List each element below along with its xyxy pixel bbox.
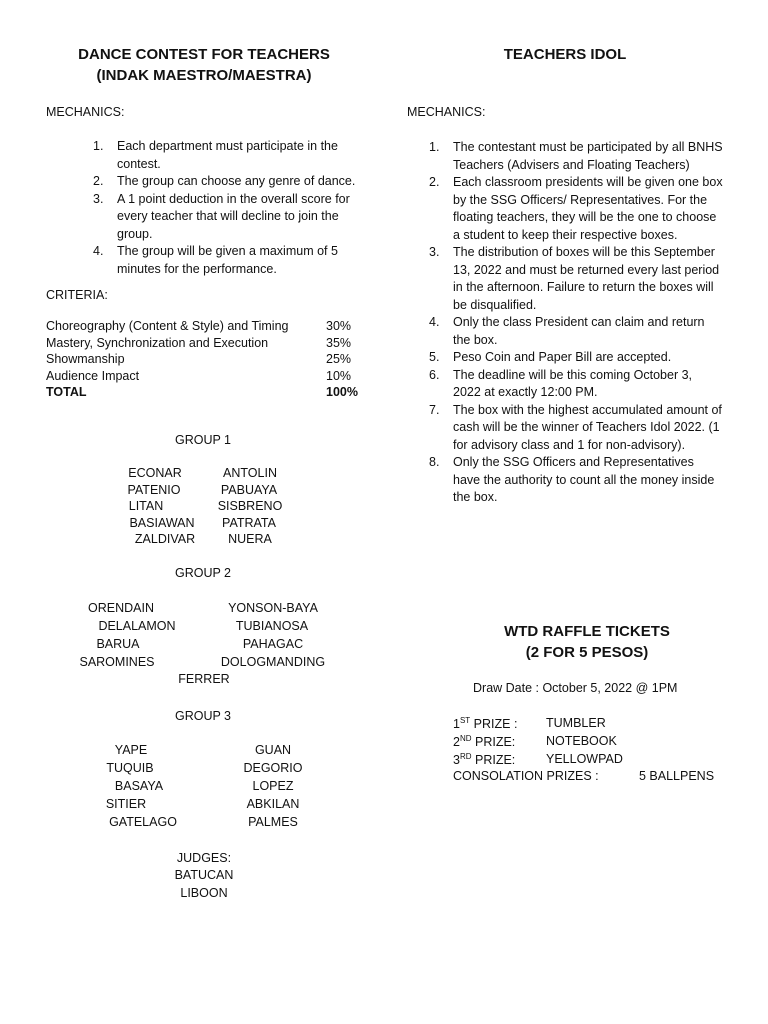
judge-name: LIBOON <box>180 886 228 900</box>
item-number: 1. <box>93 139 104 153</box>
judges-label: JUDGES: <box>176 851 232 865</box>
group-member: PABUAYA <box>220 482 278 497</box>
group-member: ANTOLIN <box>223 466 277 480</box>
group-member: DOLOGMANDING <box>220 655 326 669</box>
item-text: The deadline will be this coming October 3, 2022 at exactly 12:00 PM. <box>453 367 693 399</box>
item-number: 3. <box>93 191 104 206</box>
group-member: LITAN <box>128 499 164 513</box>
prize-number: 1 <box>453 717 460 731</box>
prize-label <box>453 752 515 767</box>
group-member: SISBRENO <box>217 499 283 513</box>
item-text: Each department must participate in the contest. <box>117 139 338 171</box>
criteria-label: CRITERIA: <box>46 288 108 302</box>
right-mechanics-list <box>429 139 723 507</box>
item-number: 2. <box>429 175 440 189</box>
group3-label: GROUP 3 <box>174 709 232 723</box>
draw-date: Draw Date : October 5, 2022 @ 1PM <box>473 681 678 695</box>
mechanics-item <box>93 173 363 191</box>
prize-label-text: PRIZE : <box>470 717 518 731</box>
item-number: 8. <box>429 455 440 469</box>
mechanics-item <box>429 367 723 402</box>
group-member: TUQUIB <box>106 761 154 775</box>
criteria-row <box>46 352 366 369</box>
item-text: A 1 point deduction in the overall score for every teacher that will decline to join the group. <box>117 191 350 241</box>
group-member: PATRATA <box>222 515 276 530</box>
group-member: ORENDAIN <box>88 601 154 615</box>
prize-row <box>453 734 753 752</box>
criteria-row <box>46 369 366 386</box>
group-member: PAHAGAC <box>242 637 304 651</box>
item-text: The group will be given a maximum of 5 minutes for the performance. <box>117 244 338 276</box>
mechanics-item <box>429 244 723 314</box>
prize-label <box>453 734 515 749</box>
criteria-name: Choreography (Content & Style) and Timing <box>46 319 289 333</box>
prize-ordinal: RD <box>459 752 472 761</box>
criteria-percent: 35% <box>326 336 352 350</box>
prize-row <box>453 752 753 770</box>
prize-label-text: PRIZE: <box>471 753 516 767</box>
item-text: Only the class President can claim and return the box. <box>453 315 705 347</box>
group-member: SITIER <box>105 797 147 811</box>
mechanics-item <box>93 138 363 173</box>
prize-number: 2 <box>453 735 460 749</box>
prize-value: YELLOWPAD <box>546 752 623 766</box>
mechanics-item <box>429 454 723 507</box>
dance-contest-title <box>46 44 362 86</box>
item-number: 7. <box>429 402 440 417</box>
group-member: BARUA <box>96 637 140 651</box>
group-member: DEGORIO <box>243 761 303 775</box>
item-text: The box with the highest accumulated amount of cash will be the winner of Teachers Idol 2022. (1 for advisory class and 1 for non-advisory). <box>453 402 722 452</box>
mechanics-item <box>429 349 723 367</box>
consolation-label: CONSOLATION PRIZES : <box>453 769 599 783</box>
criteria-row <box>46 385 366 402</box>
criteria-percent: 25% <box>326 352 352 366</box>
left-mechanics-label: MECHANICS: <box>46 105 125 119</box>
group-member: LOPEZ <box>252 779 294 793</box>
item-number: 3. <box>429 245 440 259</box>
prize-value: TUMBLER <box>546 716 606 730</box>
criteria-row <box>46 336 366 353</box>
criteria-name: Mastery, Synchronization and Execution <box>46 336 269 350</box>
item-text: The group can choose any genre of dance. <box>117 174 356 188</box>
teachers-idol-title: TEACHERS IDOL <box>503 46 627 63</box>
prize-label-text: PRIZE: <box>471 735 516 749</box>
item-number: 4. <box>429 315 440 329</box>
criteria-percent: 30% <box>326 319 352 333</box>
item-text: The distribution of boxes will be this September 13, 2022 and must be returned every last period in the afternoon. Failure to return the boxes will be disqualified. <box>453 245 720 312</box>
group2-label: GROUP 2 <box>174 566 232 580</box>
group-member: YAPE <box>114 743 148 757</box>
prize-label <box>453 716 517 731</box>
item-number: 1. <box>429 140 440 154</box>
group-member: ECONAR <box>128 466 182 480</box>
prize-row <box>453 716 753 734</box>
item-number: 6. <box>429 367 440 382</box>
item-number: 5. <box>429 350 440 364</box>
group-member: DELALAMON <box>98 619 176 633</box>
criteria-percent: 100% <box>326 385 358 399</box>
criteria-name: TOTAL <box>46 385 87 399</box>
group-member: ZALDIVAR <box>134 532 196 546</box>
group-member: ABKILAN <box>246 797 300 811</box>
group-member: GATELAGO <box>109 815 177 829</box>
mechanics-item <box>429 314 723 349</box>
judge-name: BATUCAN <box>174 868 234 882</box>
item-text: Only the SSG Officers and Representatives have the authority to count all the money inside the box. <box>453 455 715 504</box>
criteria-percent: 10% <box>326 369 352 383</box>
item-text: Each classroom presidents will be given one box by the SSG Officers/ Representatives. For the floating teachers, they will be the one to choose a student to keep their respective boxes. <box>453 175 723 242</box>
prize-number: 3 <box>453 753 460 767</box>
left-mechanics-list <box>93 138 363 278</box>
group-member: FERRER <box>178 672 230 686</box>
group-member: YONSON-BAYA <box>228 601 318 615</box>
mechanics-item <box>429 174 723 244</box>
group-member: PATENIO <box>127 482 181 497</box>
criteria-name: Audience Impact <box>46 369 140 383</box>
group-member: GUAN <box>254 743 292 757</box>
mechanics-item <box>93 243 363 278</box>
prize-ordinal: ST <box>459 716 471 725</box>
group-member: SAROMINES <box>79 655 155 669</box>
group-member: NUERA <box>228 532 272 546</box>
group-member: TUBIANOSA <box>235 619 309 633</box>
prize-ordinal: ND <box>459 734 472 743</box>
group1-label: GROUP 1 <box>174 433 232 447</box>
group-member: BASAYA <box>114 779 164 793</box>
dance-contest-title-line2: (INDAK MAESTRO/MAESTRA) <box>96 67 312 84</box>
group-member: BASIAWAN <box>129 515 195 530</box>
raffle-title <box>427 621 747 663</box>
mechanics-item <box>429 139 723 174</box>
group-member: PALMES <box>248 815 298 829</box>
right-mechanics-label: MECHANICS: <box>407 105 486 119</box>
criteria-name: Showmanship <box>46 352 125 366</box>
consolation-row <box>453 769 753 787</box>
raffle-title-line2: (2 FOR 5 PESOS) <box>525 644 649 661</box>
item-number: 4. <box>93 244 104 258</box>
mechanics-item <box>429 402 723 455</box>
criteria-row <box>46 319 366 336</box>
item-text: The contestant must be participated by all BNHS Teachers (Advisers and Floating Teachers) <box>453 140 723 172</box>
prize-value: NOTEBOOK <box>546 734 617 748</box>
mechanics-item <box>93 191 363 244</box>
item-number: 2. <box>93 174 104 188</box>
dance-contest-title-line1: DANCE CONTEST FOR TEACHERS <box>78 46 330 63</box>
item-text: Peso Coin and Paper Bill are accepted. <box>453 350 672 364</box>
consolation-value: 5 BALLPENS <box>639 769 715 783</box>
raffle-title-line1: WTD RAFFLE TICKETS <box>504 623 670 640</box>
